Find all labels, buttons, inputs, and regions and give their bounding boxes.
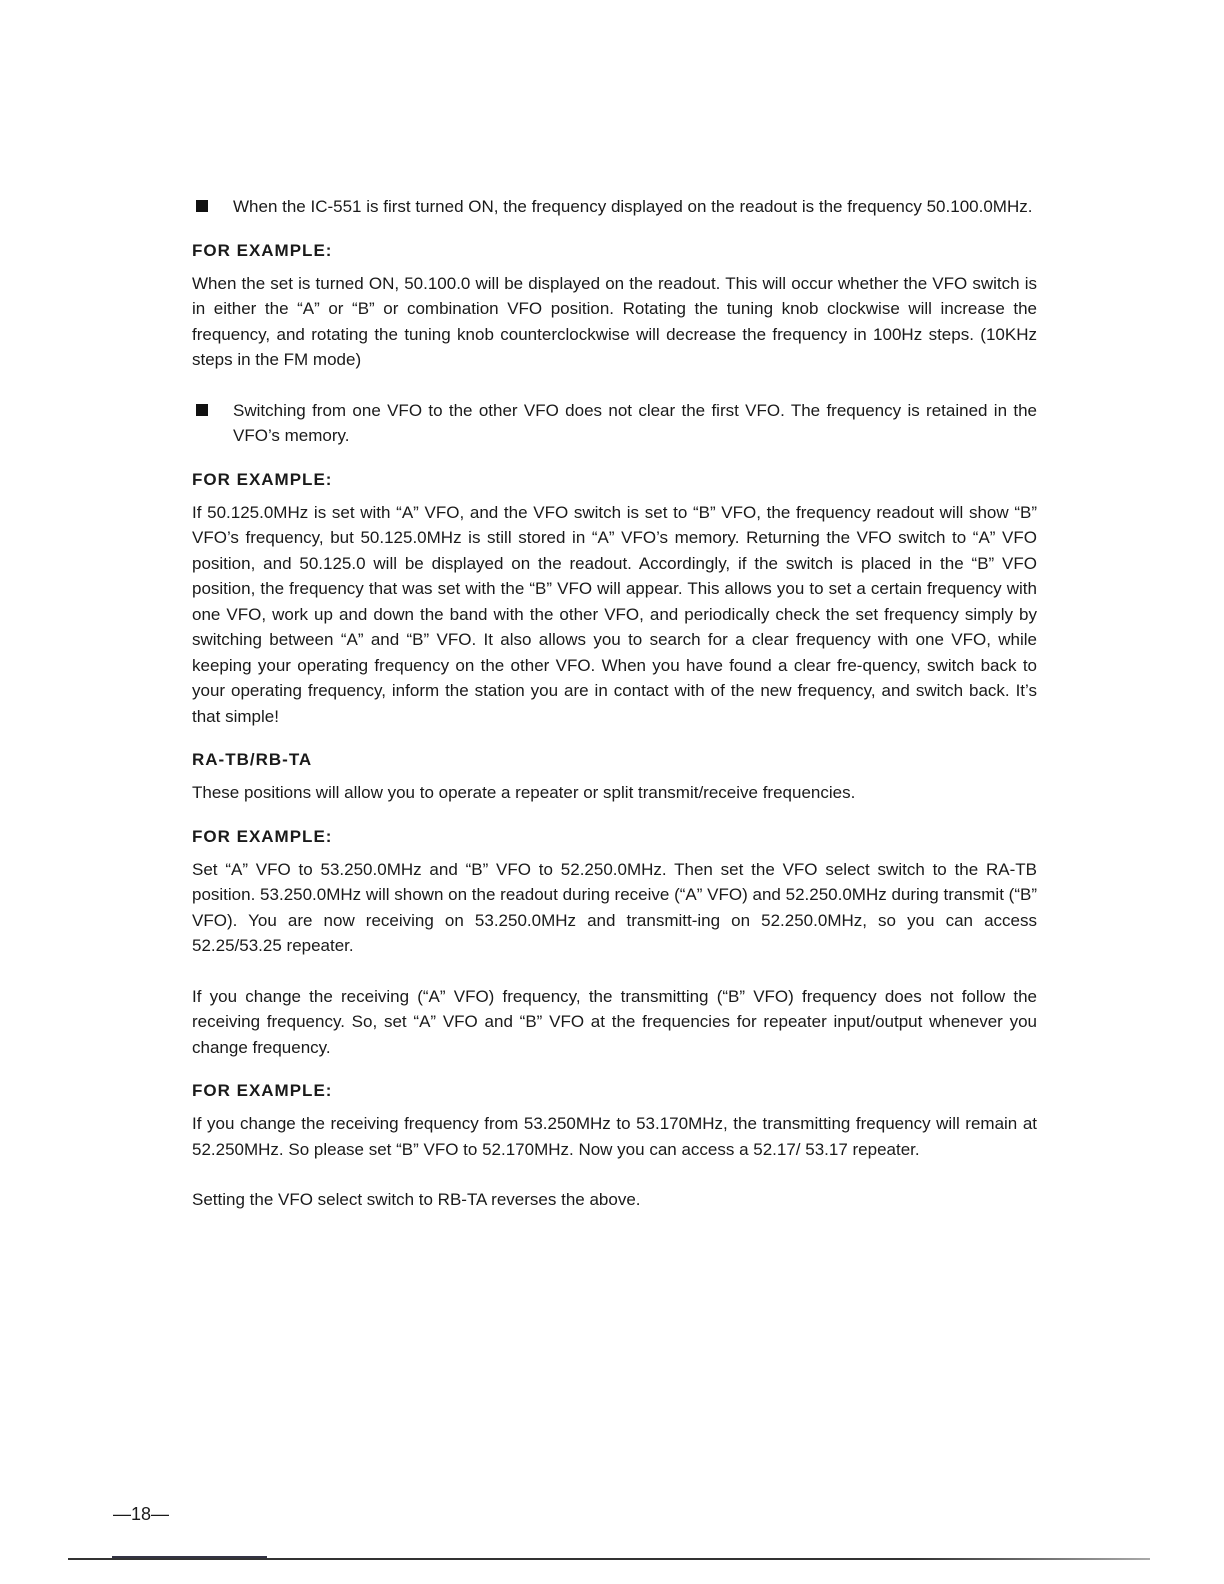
paragraph: If you change the receiving (“A” VFO) frequency, the transmitting (“B” VFO) frequency does not follow the receiving frequency. So, set “A” VFO and “B” VFO at the frequencies for repeater input/output whenever you change frequency. [192,986,1037,1057]
section-heading: FOR EXAMPLE: [192,826,333,846]
section-heading: RA-TB/RB-TA [192,750,313,769]
square-bullet-icon [196,200,208,212]
bullet-text: When the IC-551 is first turned ON, the frequency displayed on the readout is the frequency 50.100.0MHz. [233,197,1033,216]
page-number: —18— [113,1504,170,1524]
bullet-item-power-on [192,194,1037,220]
section-heading: FOR EXAMPLE: [192,469,333,489]
paragraph: Set “A” VFO to 53.250.0MHz and “B” VFO to 52.250.0MHz. Then set the VFO select switch to the RA-TB position. 53.250.0MHz will shown on the readout during receive (“A” VFO) and 52.250.0MHz during transmit (“B” VFO). You are now receiving on 53.250.0MHz and transmitt-ing on 52.250.0MHz, so you can access 52.25/53.25 repeater. [192,859,1037,955]
paragraph: If 50.125.0MHz is set with “A” VFO, and the VFO switch is set to “B” VFO, the frequency readout will show “B” VFO’s frequency, but 50.125.0MHz is still stored in “A” VFO’s memory. Returning the VFO switch to “A” VFO position, and 50.125.0 will be displayed on the readout. Accordingly, if the switch is placed in the “B” VFO position, the frequency that was set with the “B” VFO will appear. This allows you to set a certain frequency with one VFO, work up and down the band with the other VFO, and periodically check the set frequency simply by switching between “A” and “B” VFO. It also allows you to search for a clear frequency with one VFO, while keeping your operating frequency on the other VFO. When you have found a clear fre-quency, switch back to your operating frequency, inform the station you are in contact with of the new frequency, and switch back. It’s that simple! [192,502,1037,726]
square-bullet-icon [196,404,208,416]
footer-rule-accent [112,1556,267,1558]
bullet-item-vfo-switch [192,398,1037,449]
paragraph: These positions will allow you to operate a repeater or split transmit/receive frequencies. [192,783,856,802]
paragraph: When the set is turned ON, 50.100.0 will be displayed on the readout. This will occur whether the VFO switch is in either the “A” or “B” or combination VFO position. Rotating the tuning knob clockwise will increase the frequency, and rotating the tuning knob counterclockwise will decrease the frequency in 100Hz steps. (10KHz steps in the FM mode) [192,273,1037,369]
bullet-text: Switching from one VFO to the other VFO does not clear the first VFO. The frequency is retained in the VFO’s memory. [233,400,1037,445]
paragraph: Setting the VFO select switch to RB-TA reverses the above. [192,1190,641,1209]
document-body [192,194,1037,1213]
footer-rule [68,1558,1150,1560]
section-heading: FOR EXAMPLE: [192,240,333,260]
section-heading: FOR EXAMPLE: [192,1081,333,1100]
paragraph: If you change the receiving frequency from 53.250MHz to 53.170MHz, the transmitting frequency will remain at 52.250MHz. So please set “B” VFO to 52.170MHz. Now you can access a 52.17/ 53.17 repeater. [192,1114,1037,1159]
